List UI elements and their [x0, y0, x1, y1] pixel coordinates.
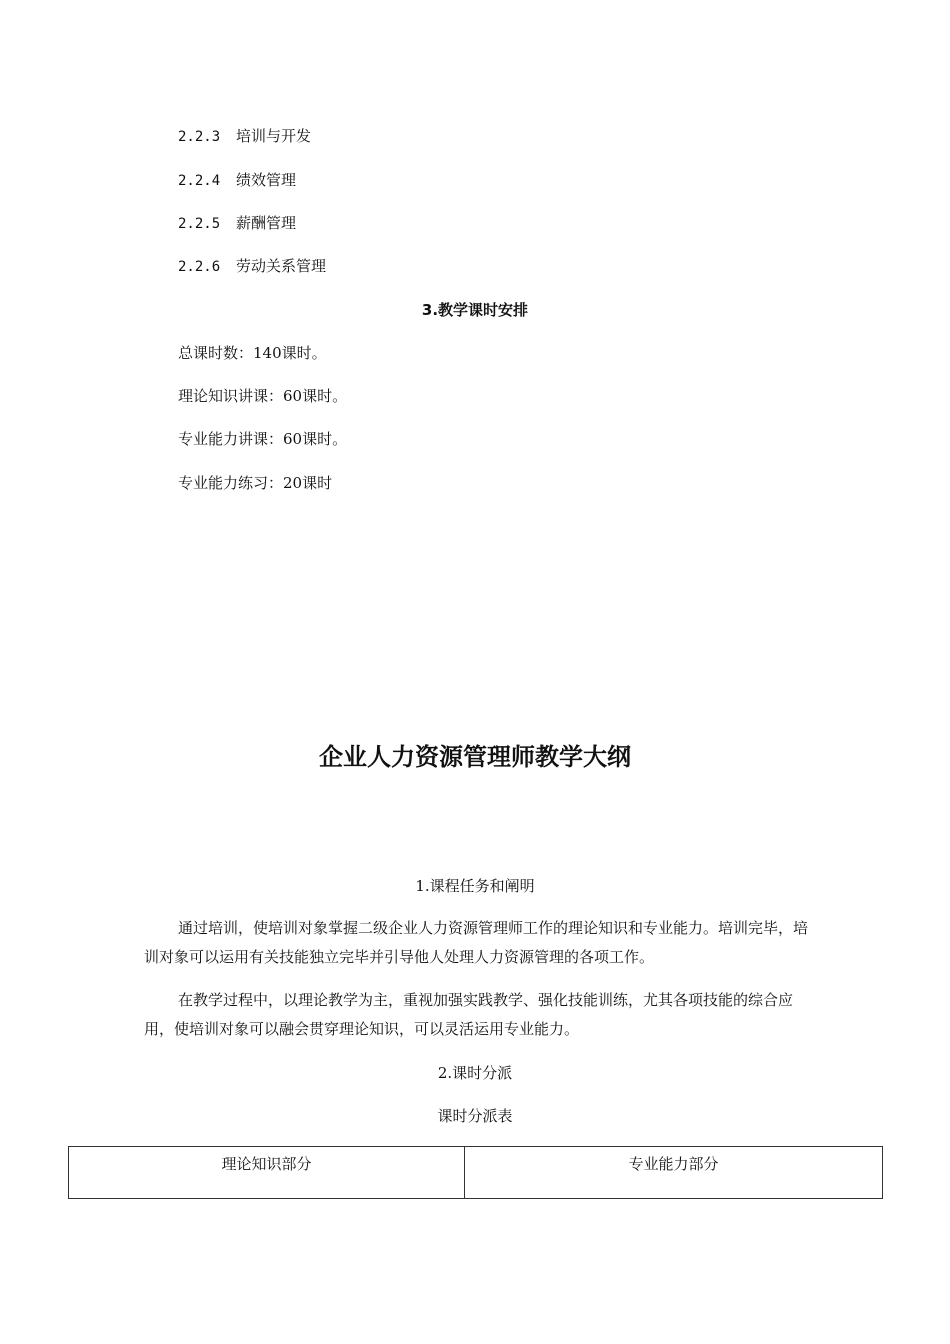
course-task-heading: 1.课程任务和阐明 [415, 877, 535, 895]
hours-allocation-table [68, 1146, 883, 1199]
hours-theory-lecture: 理论知识讲课：60课时。 [178, 387, 348, 405]
paragraph-teaching-method: 在教学过程中，以理论教学为主，重视加强实践教学、强化技能训练，尤其各项技能的综合应用，使培训对象可以融会贯穿理论知识，可以灵活运用专业能力。 [144, 991, 794, 1038]
section-heading-teaching-hours: 3.教学课时安排 [421, 301, 529, 319]
outline-item [178, 256, 326, 277]
hours-skill-lecture: 专业能力讲课：60课时。 [178, 430, 348, 448]
header-theory: 理论知识部分 [69, 1147, 465, 1199]
outline-item [178, 126, 311, 147]
hours-total: 总课时数：140课时。 [178, 344, 327, 362]
outline-item [178, 170, 296, 191]
document-title: 企业人力资源管理师教学大纲 [319, 743, 631, 771]
outline-number: 2.2.5 [178, 216, 221, 232]
outline-number: 2.2.4 [178, 173, 221, 189]
paragraph-training-goal: 通过培训，使培训对象掌握二级企业人力资源管理师工作的理论知识和专业能力。培训完毕，培训对象可以运用有关技能独立完毕并引导他人处理人力资源管理的各项工作。 [144, 919, 809, 966]
header-skill: 专业能力部分 [465, 1147, 883, 1199]
outline-label: 绩效管理 [236, 171, 297, 189]
outline-label: 培训与开发 [236, 127, 312, 145]
outline-number: 2.2.6 [178, 259, 221, 275]
outline-number: 2.2.3 [178, 129, 221, 145]
allocation-heading: 2.课时分派 [437, 1064, 513, 1082]
hours-skill-practice: 专业能力练习：20课时 [178, 474, 333, 492]
outline-label: 薪酬管理 [236, 214, 297, 232]
outline-label: 劳动关系管理 [236, 257, 327, 275]
table-caption: 课时分派表 [437, 1107, 513, 1125]
table-header-row [69, 1147, 883, 1199]
outline-item [178, 213, 296, 234]
